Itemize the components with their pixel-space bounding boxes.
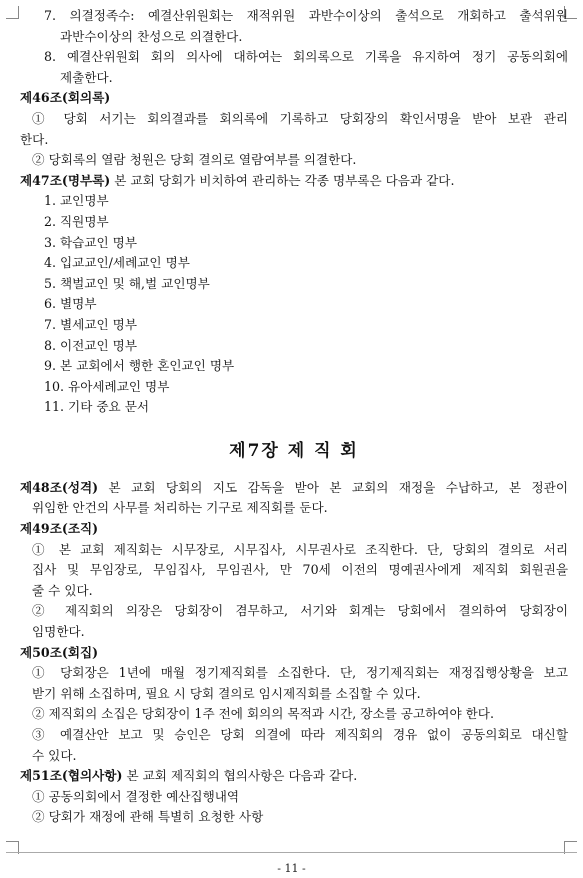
- article-50-line: ② 제직회의 소집은 당회장이 1주 전에 회의의 목적과 시간, 장소를 공고하여야 한다.: [32, 706, 494, 722]
- article-51-item: ① 공동의회에서 결정한 예산집행내역: [32, 788, 240, 804]
- article-49-heading: [20, 519, 568, 540]
- article-48-title: 제48조(성격): [20, 479, 99, 495]
- document-body: [20, 6, 568, 828]
- article-47-list-item: 11. 기타 중요 문서: [44, 399, 150, 415]
- clause-8-line-2: 제출한다.: [60, 69, 113, 85]
- article-49-line: 줄 수 있다.: [32, 582, 93, 598]
- article-47-list-item: 2. 직원명부: [44, 213, 109, 229]
- article-51-intro: 본 교회 제직회의 협의사항은 다음과 같다.: [122, 768, 358, 784]
- article-47-list-item: 7. 별세교인 명부: [44, 316, 138, 332]
- article-47-list-item: 4. 입교교인/세례교인 명부: [44, 255, 190, 271]
- article-47-list-item: 8. 이전교인 명부: [44, 337, 138, 353]
- footer-rule: [6, 852, 577, 853]
- article-51-heading: [20, 766, 568, 787]
- article-47-list-item: 1. 교인명부: [44, 193, 109, 209]
- article-47-list-item: 6. 별명부: [44, 296, 97, 312]
- article-51-item: ② 당회가 재정에 관해 특별히 요청한 사항: [32, 809, 264, 825]
- article-50-line: 수 있다.: [32, 747, 77, 763]
- article-47-list-item: 9. 본 교회에서 행한 혼인교인 명부: [44, 358, 235, 374]
- clause-7-line-2: 과반수이상의 찬성으로 의결한다.: [60, 28, 243, 44]
- article-49-line: 임명한다.: [32, 624, 85, 640]
- article-47-title: 제47조(명부록): [20, 172, 111, 188]
- article-46-item-1-line-1: ① 당회 서기는 회의결과를 회의록에 기록하고 당회장의 확인서명을 받아 보관 관리: [32, 110, 568, 126]
- article-46-title: 제46조(회의록): [20, 90, 111, 106]
- article-48-text: 본 교회 당회의 지도 감독을 받아 본 교회의 재정을 수납하고, 본 정관이: [98, 479, 568, 495]
- page-number: - 11 -: [277, 862, 306, 875]
- article-50-title: 제50조(회집): [20, 644, 99, 660]
- article-49-line: 집사 및 무임장로, 무임집사, 무임권사, 만 70세 이전의 명예권사에게 제직회 회원권을: [32, 562, 568, 578]
- article-47-list-item: 10. 유아세례교인 명부: [44, 378, 170, 394]
- article-51-title: 제51조(협의사항): [20, 768, 123, 784]
- article-50-heading: [20, 643, 568, 664]
- article-46-item-2: ② 당회록의 열람 청원은 당회 결의로 열람여부를 의결한다.: [32, 152, 357, 168]
- chapter-title: 제7장 제 직 회: [229, 440, 359, 461]
- article-46-item-1-line-2: 한다.: [20, 131, 49, 147]
- clause-8-line-1: 8. 예결산위원회 회의 의사에 대하여는 회의록으로 기록을 유지하여 정기 공동의회에: [44, 49, 568, 65]
- article-46-heading: [20, 88, 568, 109]
- article-50-line: ① 당회장은 1년에 매월 정기제직회를 소집한다. 단, 정기제직회는 재정집행상황을 보고: [32, 665, 568, 681]
- crop-mark-top-left: [6, 6, 19, 19]
- article-47-intro: 본 교회 당회가 비치하여 관리하는 각종 명부록은 다음과 같다.: [110, 172, 455, 188]
- article-50-line: 받기 위해 소집하며, 필요 시 당회 결의로 임시제직회를 소집할 수 있다.: [32, 685, 421, 701]
- article-50-line: ③ 예결산안 보고 및 승인은 당회 의결에 따라 제직회의 경유 없이 공동의회로 대신할: [32, 727, 568, 742]
- article-49-line: ② 제직회의 의장은 당회장이 겸무하고, 서기와 회계는 당회에서 결의하여 당회장이: [32, 603, 568, 619]
- article-48-line-1: [20, 478, 568, 499]
- article-47-list-item: 5. 책벌교인 및 해,벌 교인명부: [44, 275, 210, 291]
- article-49-title: 제49조(조직): [20, 521, 99, 537]
- article-49-line: ① 본 교회 제직회는 시무장로, 시무집사, 시무권사로 조직한다. 단, 당회의 결의로 서리: [32, 541, 568, 557]
- article-47-list-item: 3. 학습교인 명부: [44, 234, 138, 250]
- article-47-heading: [20, 171, 568, 192]
- article-48-line-2: 위임한 안건의 사무를 처리하는 기구로 제직회를 둔다.: [32, 500, 328, 516]
- clause-7-line-1: 7. 의결정족수: 예결산위원회는 재적위원 과반수이상의 출석으로 개회하고 출석위원: [44, 8, 568, 23]
